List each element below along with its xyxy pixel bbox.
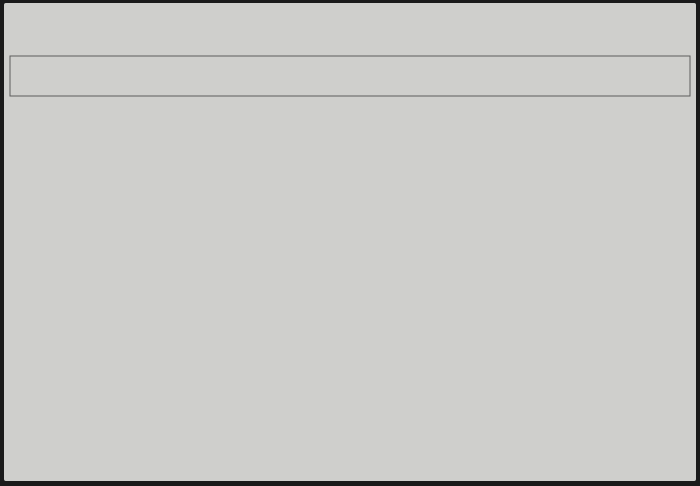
census-sheet [4,3,696,481]
census-page-image [4,3,696,481]
column-heading-band [10,56,690,96]
